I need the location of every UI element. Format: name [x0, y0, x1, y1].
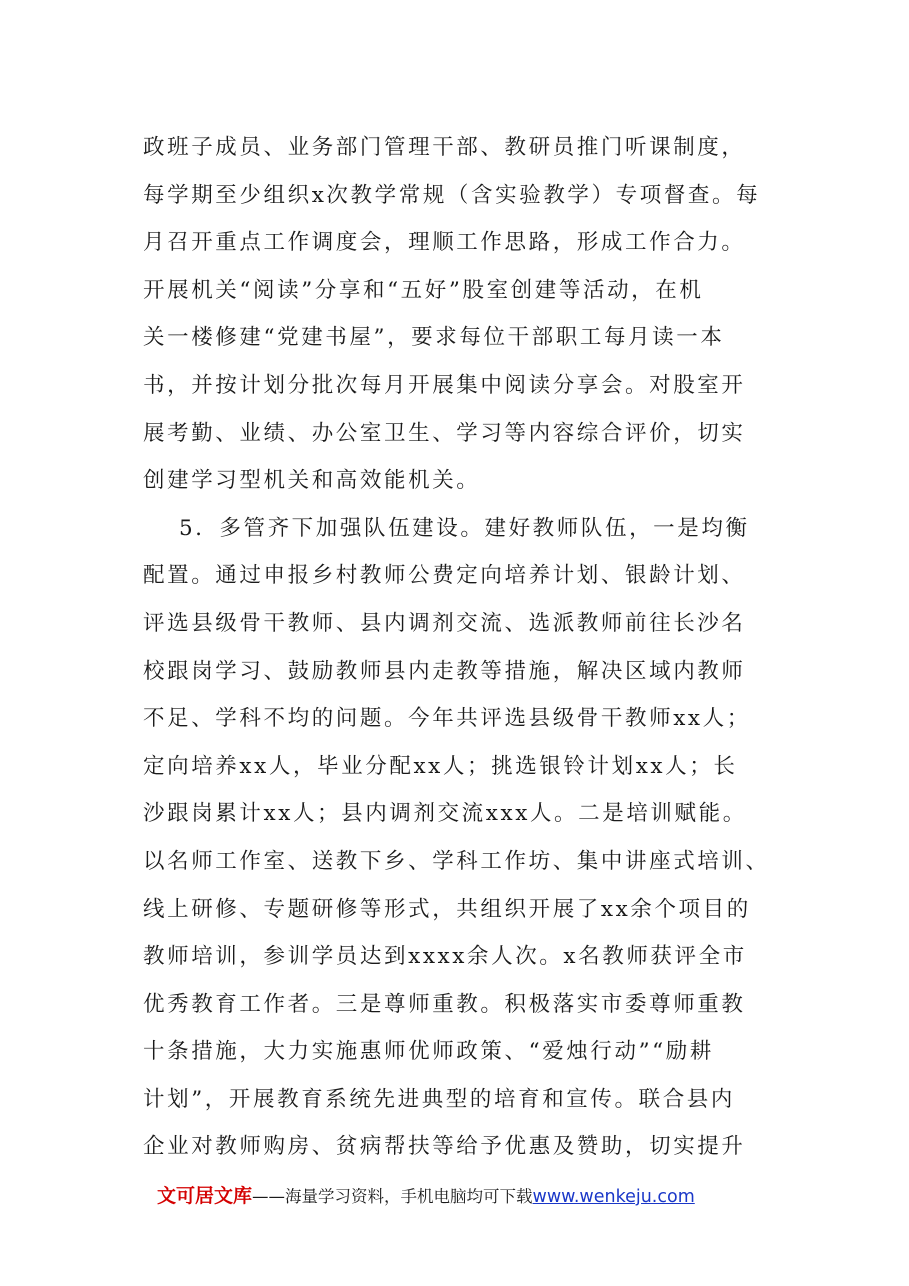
- text-line: 定向培养xx人，毕业分配xx人；挑选银铃计划xx人；长: [143, 753, 738, 779]
- text-line: 创建学习型机关和高效能机关。: [143, 468, 481, 494]
- text-line: 沙跟岗累计xx人；县内调剂交流xxx人。二是培训赋能。: [143, 801, 747, 827]
- text-line: 月召开重点工作调度会，理顺工作思路，形成工作合力。: [143, 230, 746, 256]
- text-line: 配置。通过申报乡村教师公费定向培养计划、银龄计划、: [143, 563, 746, 589]
- text-line: 校跟岗学习、鼓励教师县内走教等措施，解决区域内教师: [143, 658, 746, 684]
- footer-brand: 文可居文库: [157, 1185, 253, 1207]
- text-line: 每学期至少组织x次教学常规（含实验教学）专项督查。每: [143, 182, 761, 208]
- text-line: 展考勤、业绩、办公室卫生、学习等内容综合评价，切实: [143, 420, 746, 446]
- text-line: 不足、学科不均的问题。今年共评选县级骨干教师xx人；: [143, 706, 751, 732]
- text-line: 计划”，开展教育系统先进典型的培育和宣传。联合县内: [143, 1086, 735, 1112]
- text-line: 开展机关“阅读”分享和“五好”股室创建等活动，在机: [143, 277, 704, 303]
- footer-banner: [157, 1180, 695, 1212]
- text-line: 教师培训，参训学员达到xxxx余人次。x名教师获评全市: [143, 944, 747, 970]
- text-line: 政班子成员、业务部门管理干部、教研员推门听课制度，: [143, 135, 746, 160]
- text-line: 评选县级骨干教师、县内调剂交流、选派教师前往长沙名: [143, 610, 746, 636]
- text-line: 书，并按计划分批次每月开展集中阅读分享会。对股室开: [143, 372, 746, 398]
- text-line: 优秀教育工作者。三是尊师重教。积极落实市委尊师重教: [143, 991, 746, 1017]
- section-heading-line: 5．多管齐下加强队伍建设。建好教师队伍，一是均衡: [179, 515, 750, 541]
- text-line: 企业对教师购房、贫病帮扶等给予优惠及赞助，切实提升: [143, 1134, 746, 1160]
- text-line: 线上研修、专题研修等形式，共组织开展了xx余个项目的: [143, 896, 751, 922]
- text-line: 十条措施，大力实施惠师优师政策、“爱烛行动”“励耕: [143, 1039, 714, 1065]
- footer-tagline: ——海量学习资料，手机电脑均可下载: [252, 1187, 533, 1206]
- footer-link[interactable]: www.wenkeju.com: [532, 1187, 695, 1207]
- document-body: [143, 124, 783, 1171]
- text-line: 以名师工作室、送教下乡、学科工作坊、集中讲座式培训、: [143, 848, 770, 874]
- text-line: 关一楼修建“党建书屋”，要求每位干部职工每月读一本: [143, 325, 725, 351]
